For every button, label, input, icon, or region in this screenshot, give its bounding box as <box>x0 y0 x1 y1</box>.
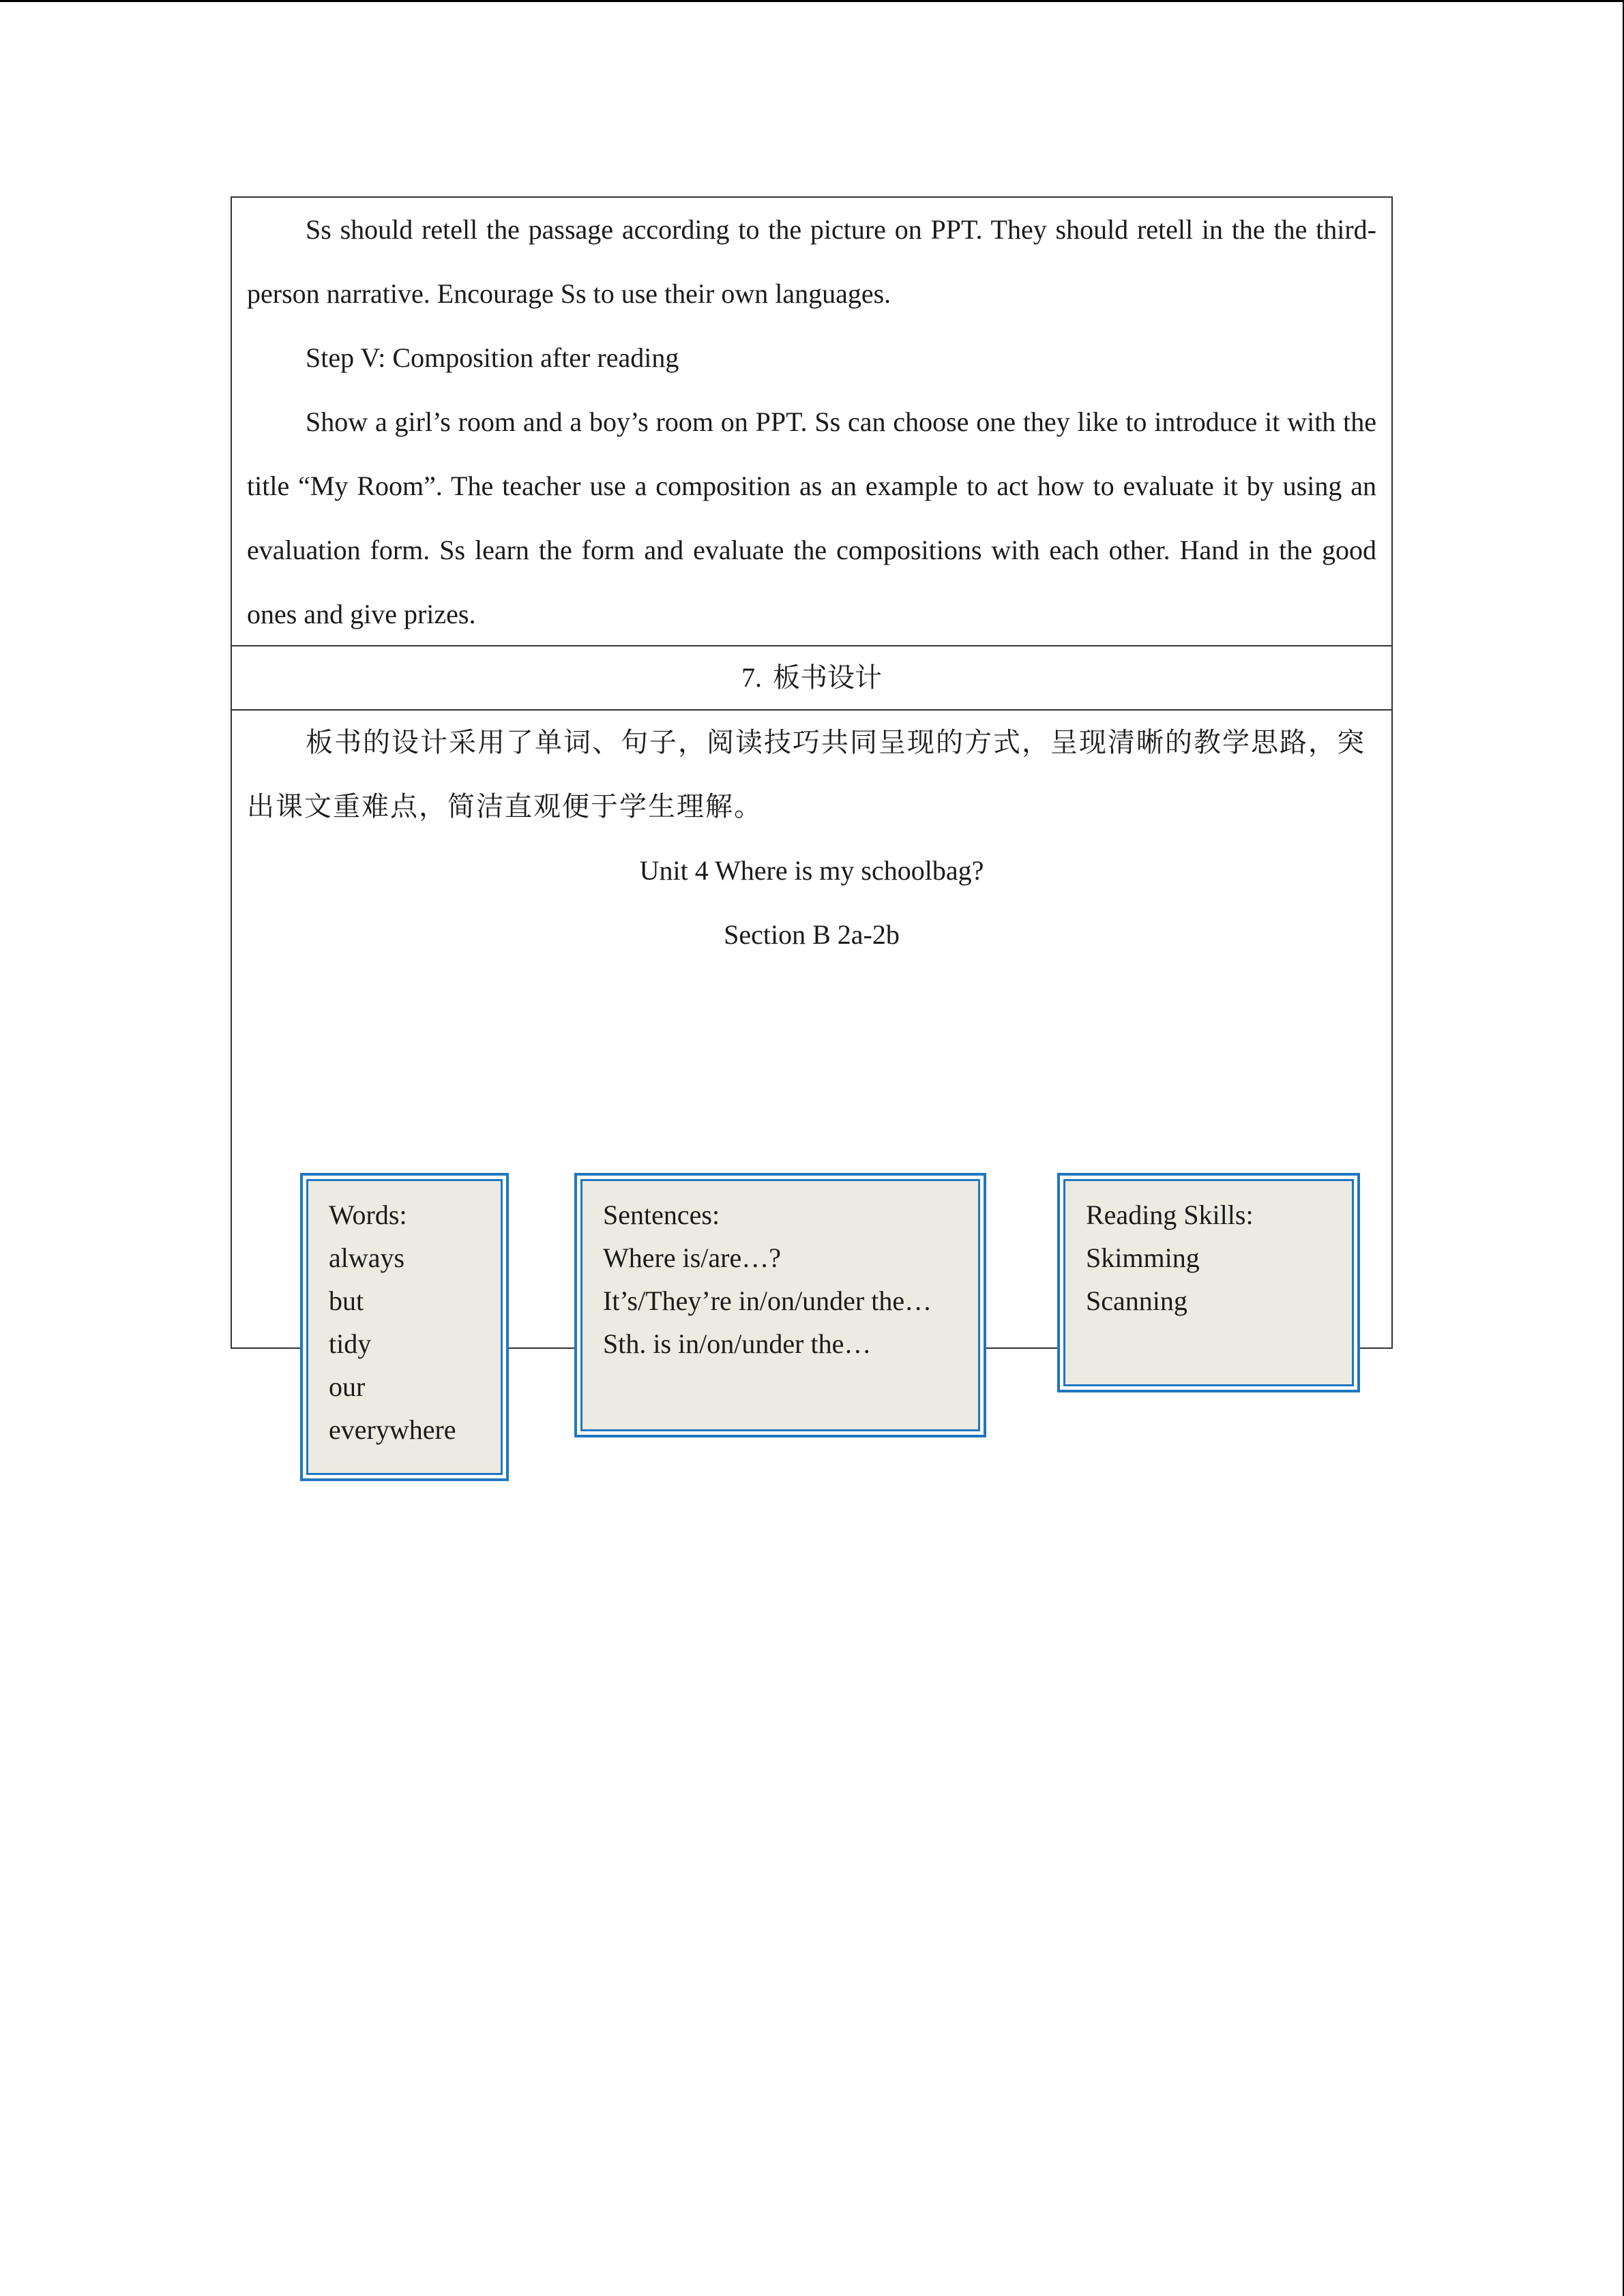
board-design-heading-row <box>232 646 1391 711</box>
reading-skills-heading: Reading Skills: <box>1086 1199 1254 1230</box>
section-number: 7. <box>741 662 762 693</box>
sentences-heading: Sentences: <box>603 1199 720 1230</box>
teaching-steps-row <box>232 198 1391 646</box>
sentence-item: Sth. is in/on/under the… <box>603 1328 872 1359</box>
sentence-item: It’s/They’re in/on/under the… <box>603 1285 932 1316</box>
word-item: our <box>329 1371 366 1402</box>
skill-item: Scanning <box>1086 1285 1187 1316</box>
word-item: always <box>329 1242 405 1273</box>
board-design-description: 板书的设计采用了单词、句子，阅读技巧共同呈现的方式，呈现清晰的教学思路，突出课文重难点，简洁直观便于学生理解。 <box>247 727 1365 822</box>
unit-title: Unit 4 Where is my schoolbag? <box>639 855 984 886</box>
word-item: tidy <box>329 1328 372 1359</box>
section-subtitle: Section B 2a-2b <box>724 919 900 950</box>
section-title: 板书设计 <box>773 662 882 694</box>
words-heading: Words: <box>329 1199 407 1230</box>
word-item: but <box>329 1285 364 1316</box>
page-top-rule <box>0 0 1624 2</box>
reading-skills-box-inner <box>1063 1179 1354 1386</box>
board-design-content-row <box>232 711 1391 1445</box>
retell-paragraph: Ss should retell the passage according to the picture on PPT. They should retell in the the third-person narrative. Encourage Ss to use their own languages. <box>247 214 1376 309</box>
words-box <box>300 1173 509 1481</box>
composition-paragraph: Show a girl’s room and a boy’s room on PPT. Ss can choose one they like to introduce it with the title “My Room”. The teacher use a composition as an example to act how to evaluate it by using an evaluation form. Ss learn the form and evaluate the compositions with each other. Hand in the good ones and give prizes. <box>247 406 1376 629</box>
sentences-box-inner <box>580 1179 980 1431</box>
word-item: everywhere <box>329 1414 456 1445</box>
lesson-plan-table <box>231 196 1393 1445</box>
section-heading <box>232 646 1391 709</box>
skill-item: Skimming <box>1086 1242 1200 1273</box>
step-v-heading: Step V: Composition after reading <box>306 342 679 373</box>
reading-skills-box <box>1057 1173 1360 1392</box>
words-box-inner <box>306 1179 503 1475</box>
sentences-box <box>574 1173 986 1437</box>
sentence-item: Where is/are…? <box>603 1242 781 1273</box>
